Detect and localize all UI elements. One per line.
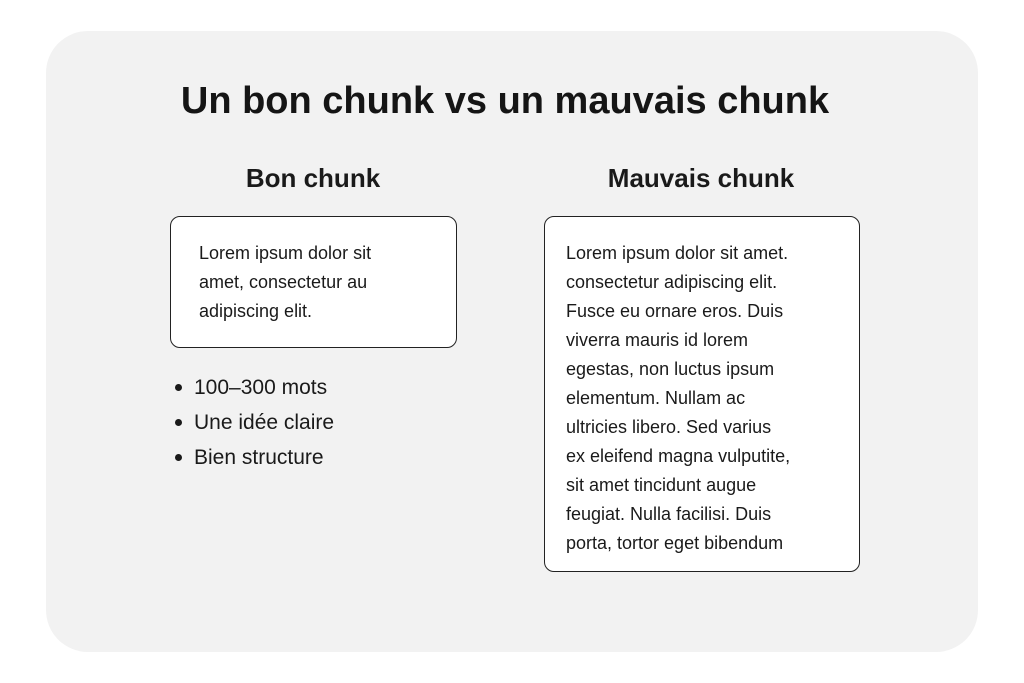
bad-chunk-line: Fusce eu ornare eros. Duis (566, 301, 784, 321)
bad-chunk-line: Lorem ipsum dolor sit amet. (566, 243, 789, 263)
bad-chunk-line: viverra mauris id lorem (566, 330, 749, 350)
bad-chunk-line: feugiat. Nulla facilisi. Duis (566, 504, 772, 524)
bad-chunk-box (544, 216, 860, 572)
bad-chunk-line: egestas, non luctus ipsum (566, 359, 775, 379)
page-title: Un bon chunk vs un mauvais chunk (180, 80, 830, 122)
bad-chunk-heading: Mauvais chunk (607, 163, 795, 193)
good-chunk-line: adipiscing elit. (199, 301, 313, 321)
bad-chunk-line: ultricies libero. Sed varius (566, 417, 772, 437)
bullet-icon (175, 419, 182, 426)
good-chunk-line: amet, consectetur au (199, 272, 368, 292)
bad-chunk-line: porta, tortor eget bibendum (566, 533, 784, 553)
good-chunk-heading: Bon chunk (245, 163, 381, 193)
good-chunk-criteria-list (172, 370, 334, 475)
criteria-item: 100–300 mots (172, 370, 334, 405)
bad-chunk-line: consectetur adipiscing elit. (566, 272, 778, 292)
bad-chunk-line: ex eleifend magna vulputite, (566, 446, 791, 466)
bad-chunk-line: sit amet tincidunt augue (566, 475, 757, 495)
good-chunk-line: Lorem ipsum dolor sit (199, 243, 372, 263)
criteria-item: Bien structure (172, 440, 334, 475)
good-chunk-box (170, 216, 457, 348)
criteria-item: Une idée claire (172, 405, 334, 440)
bad-chunk-line: elementum. Nullam ac (566, 388, 746, 408)
bullet-icon (175, 384, 182, 391)
bullet-icon (175, 454, 182, 461)
